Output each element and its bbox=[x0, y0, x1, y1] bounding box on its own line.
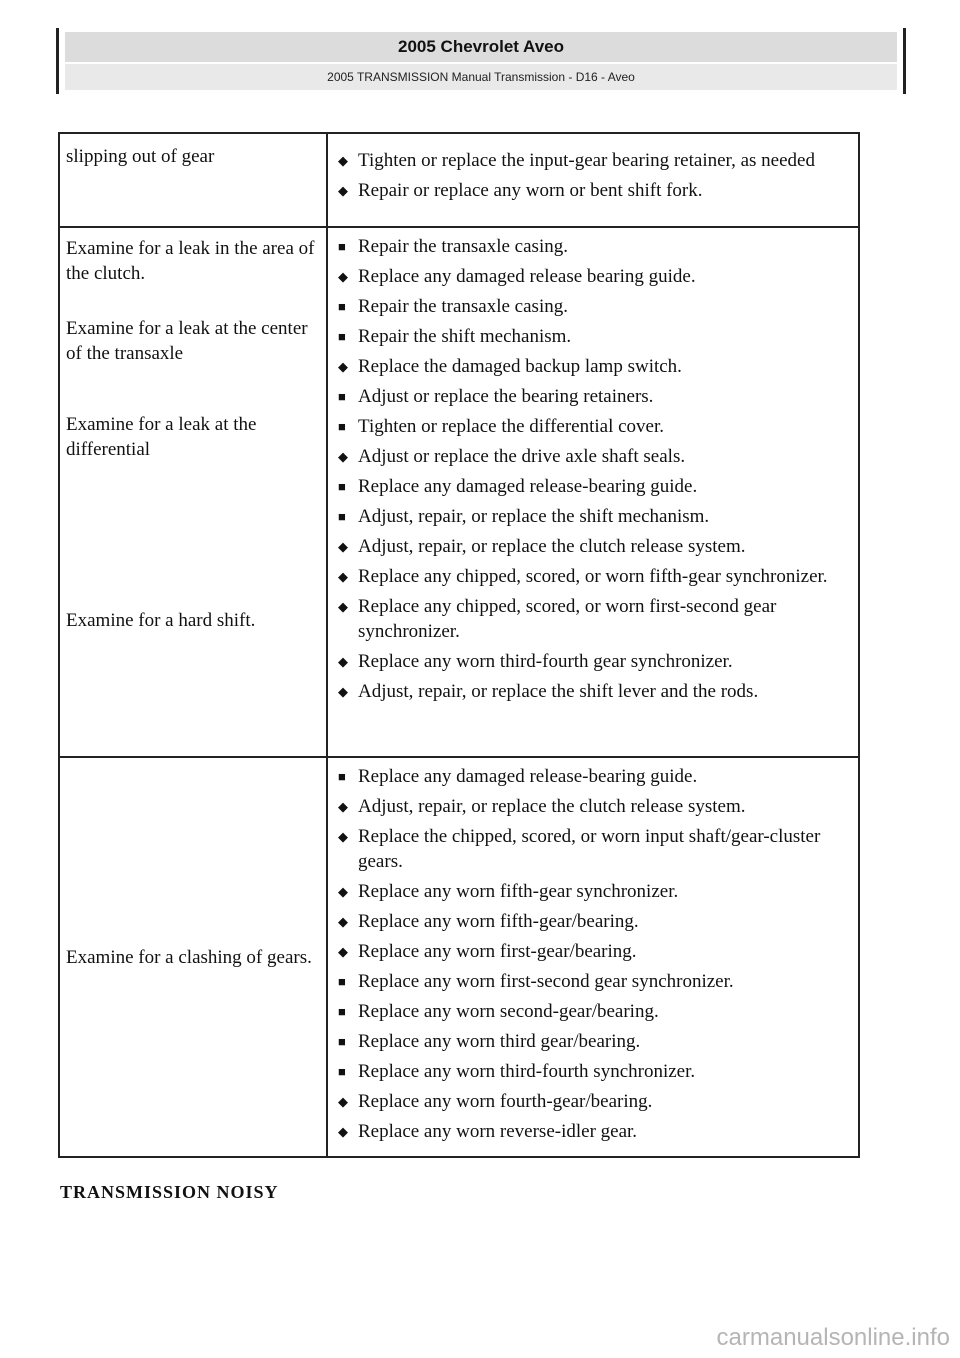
condition-text: slipping out of gear bbox=[66, 146, 215, 167]
action-text: Replace any worn reverse-idler gear. bbox=[358, 1121, 638, 1142]
list-item bbox=[328, 264, 852, 289]
bullet-icon: ◆ bbox=[338, 269, 348, 284]
bullet-icon: ◆ bbox=[338, 183, 348, 198]
action-cell bbox=[327, 133, 859, 227]
action-cell bbox=[327, 757, 859, 1157]
bullet-icon: ■ bbox=[338, 479, 346, 494]
bullet-icon: ◆ bbox=[338, 1094, 348, 1109]
list-item bbox=[328, 1059, 852, 1084]
condition-text: Examine for a hard shift. bbox=[66, 610, 256, 631]
action-text: Adjust or replace the bearing retainers. bbox=[358, 386, 654, 407]
section-heading: TRANSMISSION NOISY bbox=[60, 1182, 279, 1202]
list-item bbox=[328, 824, 852, 874]
document-title: 2005 Chevrolet Aveo bbox=[65, 32, 897, 62]
list-item bbox=[328, 999, 852, 1024]
list-item bbox=[328, 384, 852, 409]
action-text: Repair the transaxle casing. bbox=[358, 236, 568, 257]
action-text: Replace any worn third-fourth gear synchronizer. bbox=[358, 651, 733, 672]
bullet-icon: ■ bbox=[338, 1004, 346, 1019]
bullet-icon: ◆ bbox=[338, 449, 348, 464]
watermark: carmanualsonline.info bbox=[716, 1324, 950, 1351]
list-item bbox=[328, 534, 852, 559]
action-text: Adjust or replace the drive axle shaft seals. bbox=[358, 446, 686, 467]
condition-text: Examine for a leak in the area of the clutch. bbox=[66, 238, 315, 284]
action-text: Repair the shift mechanism. bbox=[358, 326, 572, 347]
action-text: Replace any worn first-second gear synchronizer. bbox=[358, 971, 734, 992]
list-item bbox=[328, 969, 852, 994]
bullet-icon: ■ bbox=[338, 419, 346, 434]
bullet-icon: ■ bbox=[338, 239, 346, 254]
action-text: Replace any damaged release-bearing guide. bbox=[358, 766, 698, 787]
action-text: Replace any damaged release bearing guide. bbox=[358, 266, 696, 287]
list-item bbox=[328, 294, 852, 319]
list-item bbox=[328, 474, 852, 499]
action-text: Replace any worn fourth-gear/bearing. bbox=[358, 1091, 653, 1112]
action-cell bbox=[327, 227, 859, 757]
list-item bbox=[328, 649, 852, 674]
bullet-icon: ◆ bbox=[338, 944, 348, 959]
table-row bbox=[59, 133, 859, 227]
list-item bbox=[328, 178, 852, 203]
action-text: Replace any chipped, scored, or worn fifth-gear synchronizer. bbox=[358, 566, 828, 587]
bullet-icon: ◆ bbox=[338, 569, 348, 584]
action-text: Adjust, repair, or replace the clutch release system. bbox=[358, 796, 746, 817]
bullet-icon: ◆ bbox=[338, 654, 348, 669]
list-item bbox=[328, 1029, 852, 1054]
list-item bbox=[328, 909, 852, 934]
bullet-icon: ◆ bbox=[338, 539, 348, 554]
list-item bbox=[328, 324, 852, 349]
bullet-icon: ◆ bbox=[338, 359, 348, 374]
action-text: Replace any worn third gear/bearing. bbox=[358, 1031, 641, 1052]
list-item bbox=[328, 879, 852, 904]
bullet-icon: ◆ bbox=[338, 684, 348, 699]
action-text: Adjust, repair, or replace the clutch release system. bbox=[358, 536, 746, 557]
bullet-icon: ◆ bbox=[338, 884, 348, 899]
condition-cell bbox=[59, 133, 327, 227]
bullet-icon: ■ bbox=[338, 329, 346, 344]
list-item bbox=[328, 564, 852, 589]
action-list bbox=[328, 140, 852, 203]
diagnosis-table bbox=[58, 132, 860, 1158]
document-subtitle: 2005 TRANSMISSION Manual Transmission - D16 - Aveo bbox=[65, 64, 897, 90]
table-row bbox=[59, 227, 859, 757]
bullet-icon: ◆ bbox=[338, 153, 348, 168]
list-item bbox=[328, 679, 852, 704]
list-item bbox=[328, 794, 852, 819]
bullet-icon: ■ bbox=[338, 389, 346, 404]
condition-cell bbox=[59, 757, 327, 1157]
bullet-icon: ■ bbox=[338, 1064, 346, 1079]
action-text: Replace any damaged release-bearing guide. bbox=[358, 476, 698, 497]
action-text: Tighten or replace the differential cover. bbox=[358, 416, 665, 437]
list-item bbox=[328, 148, 852, 173]
list-item bbox=[328, 444, 852, 469]
condition-text: Examine for a clashing of gears. bbox=[66, 946, 312, 968]
bullet-icon: ◆ bbox=[338, 799, 348, 814]
action-text: Replace any worn fifth-gear/bearing. bbox=[358, 911, 639, 932]
action-text: Replace the chipped, scored, or worn input shaft/gear-cluster gears. bbox=[358, 826, 821, 872]
bullet-icon: ■ bbox=[338, 769, 346, 784]
action-text: Replace any worn third-fourth synchronizer. bbox=[358, 1061, 696, 1082]
bullet-icon: ◆ bbox=[338, 599, 348, 614]
list-item bbox=[328, 764, 852, 789]
action-text: Replace any worn fifth-gear synchronizer. bbox=[358, 881, 679, 902]
bullet-icon: ■ bbox=[338, 974, 346, 989]
action-text: Adjust, repair, or replace the shift lever and the rods. bbox=[358, 681, 759, 702]
list-item bbox=[328, 939, 852, 964]
bullet-icon: ◆ bbox=[338, 1124, 348, 1139]
action-text: Replace any chipped, scored, or worn first-second gear synchronizer. bbox=[358, 596, 777, 642]
bullet-icon: ◆ bbox=[338, 914, 348, 929]
bullet-icon: ■ bbox=[338, 299, 346, 314]
table-row bbox=[59, 757, 859, 1157]
action-text: Repair or replace any worn or bent shift fork. bbox=[358, 180, 703, 201]
bullet-icon: ■ bbox=[338, 509, 346, 524]
list-item bbox=[328, 504, 852, 529]
list-item bbox=[328, 594, 852, 644]
list-item bbox=[328, 354, 852, 379]
bullet-icon: ◆ bbox=[338, 829, 348, 844]
list-item bbox=[328, 1089, 852, 1114]
action-list bbox=[328, 764, 852, 1144]
list-item bbox=[328, 234, 852, 259]
condition-text: Examine for a leak at the center of the transaxle bbox=[66, 318, 308, 364]
action-text: Tighten or replace the input-gear bearing retainer, as needed bbox=[358, 150, 815, 171]
action-text: Repair the transaxle casing. bbox=[358, 296, 568, 317]
action-list bbox=[328, 234, 852, 704]
bullet-icon: ■ bbox=[338, 1034, 346, 1049]
condition-text: Examine for a leak at the differential bbox=[66, 414, 257, 460]
action-text: Replace any worn first-gear/bearing. bbox=[358, 941, 637, 962]
action-text: Replace the damaged backup lamp switch. bbox=[358, 356, 682, 377]
list-item bbox=[328, 1119, 852, 1144]
action-text: Adjust, repair, or replace the shift mechanism. bbox=[358, 506, 710, 527]
action-text: Replace any worn second-gear/bearing. bbox=[358, 1001, 659, 1022]
document-header bbox=[56, 28, 906, 94]
list-item bbox=[328, 414, 852, 439]
condition-cell bbox=[59, 227, 327, 757]
